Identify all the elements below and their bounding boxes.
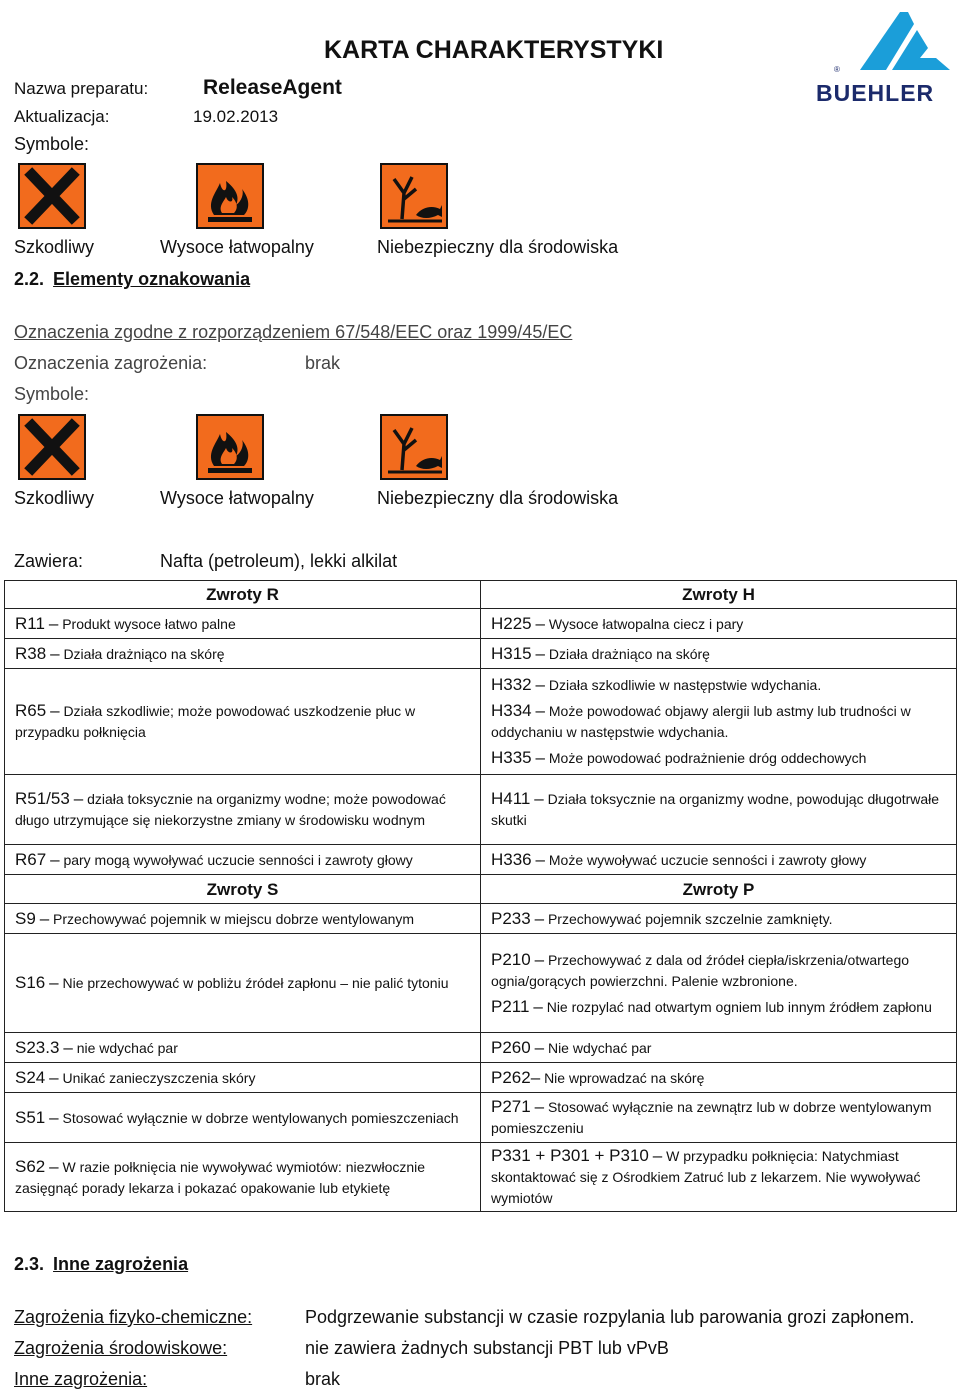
s-phrases-header: Zwroty S [5,875,481,904]
buehler-logo [814,8,960,108]
contains-value: Nafta (petroleum), lekki alkilat [160,551,398,571]
document-title: KARTA CHARAKTERYSTYKI [324,36,664,64]
h332-h334-h335-cell [481,669,957,775]
table-row [5,1033,957,1063]
h336-cell: H336 – Może wywoływać uczucie senności i zawroty głowy [481,845,957,875]
symbols-label: Symbole: [14,384,90,404]
symbols-label-top: Symbole: [14,134,90,154]
table-row [5,934,957,1033]
h334-item: H334 – Może powodować objawy alergii lub astmy lub trudności w oddychaniu w następstwie wdychania. [491,701,911,740]
product-label: Nazwa preparatu: [14,79,149,98]
phrases-table [4,580,957,1212]
table-row [5,1093,957,1143]
section-23-title: Inne zagrożenia [53,1254,189,1274]
h411-cell: H411 – Działa toksycznie na organizmy wodne, powodując długotrwałe skutki [481,775,957,845]
table-row [5,775,957,845]
other-value: brak [305,1369,341,1389]
update-date: 19.02.2013 [193,107,279,126]
h-phrases-header: Zwroty H [481,581,957,609]
section-22-title: Elementy oznakowania [53,269,251,289]
other-label: Inne zagrożenia: [14,1369,148,1389]
harmful-pictogram-icon [18,163,86,229]
physchem-label: Zagrożenia fizyko-chemiczne: [14,1307,253,1327]
table-row [5,904,957,934]
p262-cell: P262– Nie wprowadzać na skórę [481,1063,957,1093]
symbol-caption-environment: Niebezpieczny dla środowiska [377,488,619,508]
regulation-note: Oznaczenia zgodne z rozporządzeniem 67/548/EEC oraz 1999/45/EC [14,322,573,342]
p260-cell: P260 – Nie wdychać par [481,1033,957,1063]
hazard-label: Oznaczenia zagrożenia: [14,353,208,373]
table-row [5,845,957,875]
s62-cell: S62 – W razie połknięcia nie wywoływać wymiotów: niezwłocznie zasięgnąć porady lekarza i pokazać opakowanie lub etykietę [5,1143,481,1212]
product-name: ReleaseAgent [203,76,342,99]
symbol-caption-flammable: Wysoce łatwopalny [160,488,314,508]
table-row [5,669,957,775]
symbol-caption-flammable: Wysoce łatwopalny [160,237,314,257]
environment-pictogram-icon [380,163,448,229]
h225-cell: H225 – Wysoce łatwopalna ciecz i pary [481,609,957,639]
section-22-number: 2.2. [14,269,45,289]
logo-text: BUEHLER [816,80,935,106]
table-row [5,875,957,904]
section-23-heading [14,1254,188,1275]
harmful-pictogram-icon [18,414,86,480]
h332-item: H332 – Działa szkodliwie w następstwie wdychania. [491,675,822,694]
symbol-caption-harmful: Szkodliwy [14,237,95,257]
p210-p211-cell [481,934,957,1033]
r11-cell: R11 – Produkt wysoce łatwo palne [5,609,481,639]
environment-pictogram-icon [380,414,448,480]
r-phrases-header: Zwroty R [5,581,481,609]
symbol-caption-environment: Niebezpieczny dla środowiska [377,237,619,257]
logo-registered-mark: ® [834,65,840,74]
h335-item: H335 – Może powodować podrażnienie dróg oddechowych [491,748,867,767]
p331-cell: P331 + P301 + P310 – W przypadku połknięcia: Natychmiast skontaktować się z Ośrodkiem Zatruć lub z lekarzem. Nie wywoływać wymiotów [481,1143,957,1212]
update-label: Aktualizacja: [14,107,110,126]
contains-label: Zawiera: [14,551,84,571]
section-23-number: 2.3. [14,1254,45,1274]
table-row [5,609,957,639]
r5153-cell: R51/53 – działa toksycznie na organizmy wodne; może powodować długo utrzymujące się niekorzystne zmiany w środowisku wodnym [5,775,481,845]
h315-cell: H315 – Działa drażniąco na skórę [481,639,957,669]
env-value: nie zawiera żadnych substancji PBT lub vPvB [305,1338,669,1358]
s233-cell: S23.3 – nie wdychać par [5,1033,481,1063]
flammable-pictogram-icon [196,414,264,480]
r67-cell: R67 – pary mogą wywoływać uczucie senności i zawroty głowy [5,845,481,875]
hazard-value: brak [305,353,341,373]
s24-cell: S24 – Unikać zanieczyszczenia skóry [5,1063,481,1093]
p-phrases-header: Zwroty P [481,875,957,904]
p210-item: P210 – Przechowywać z dala od źródeł ciepła/iskrzenia/otwartego ognia/gorących powierzchni. Palenie wzbronione. [491,949,910,989]
env-label: Zagrożenia środowiskowe: [14,1338,228,1358]
s16-cell: S16 – Nie przechowywać w pobliżu źródeł zapłonu – nie palić tytoniu [5,934,481,1033]
table-row [5,639,957,669]
section-22-heading [14,269,250,290]
table-row [5,581,957,609]
r65-cell: R65 – Działa szkodliwie; może powodować uszkodzenie płuc w przypadku połknięcia [5,669,481,775]
table-row [5,1063,957,1093]
p271-cell: P271 – Stosować wyłącznie na zewnątrz lub w dobrze wentylowanym pomieszczeniu [481,1093,957,1143]
s9-cell: S9 – Przechowywać pojemnik w miejscu dobrze wentylowanym [5,904,481,934]
physchem-value: Podgrzewanie substancji w czasie rozpylania lub parowania grozi zapłonem. [305,1307,915,1327]
flammable-pictogram-icon [196,163,264,229]
p211-item: P211 – Nie rozpylać nad otwartym ogniem lub innym źródłem zapłonu [491,996,932,1016]
r38-cell: R38 – Działa drażniąco na skórę [5,639,481,669]
symbol-caption-harmful: Szkodliwy [14,488,95,508]
p233-cell: P233 – Przechowywać pojemnik szczelnie zamknięty. [481,904,957,934]
table-row [5,1143,957,1212]
s51-cell: S51 – Stosować wyłącznie w dobrze wentylowanych pomieszczeniach [5,1093,481,1143]
